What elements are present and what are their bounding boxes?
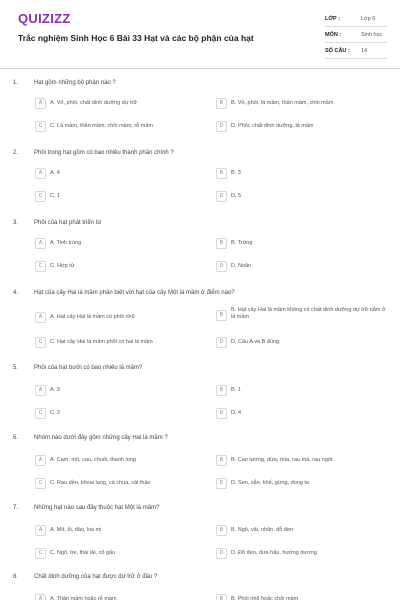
option-letter-box: B	[216, 310, 227, 321]
option-text: B. Phôi nhũ hoặc chồi mầm	[231, 596, 299, 600]
option-d[interactable]	[216, 336, 388, 351]
option-letter-box: C	[35, 337, 46, 348]
option-letter-box: D	[216, 121, 227, 132]
option-a[interactable]	[35, 311, 207, 326]
option-text: D. 5	[231, 193, 242, 199]
option-text: B. Trứng	[231, 240, 253, 246]
question-text: Chất dinh dưỡng của hạt được dự trữ ở đâu ?	[34, 574, 158, 580]
option-letter-box: C	[35, 548, 46, 559]
question-number: 7.	[13, 505, 19, 511]
option-letter-box: A	[35, 168, 46, 179]
option-a[interactable]	[35, 167, 207, 182]
question-number: 1.	[13, 80, 19, 86]
option-letter-box: D	[216, 337, 227, 348]
option-text: B. 1	[231, 387, 241, 393]
option-text: A. 4	[50, 170, 60, 176]
option-letter-box: A	[35, 455, 46, 466]
option-a[interactable]	[35, 454, 207, 469]
option-c[interactable]	[35, 190, 207, 205]
question-number: 4.	[13, 290, 19, 296]
option-text: C. Ngô, tre, thài lài, cỏ gấu	[50, 550, 116, 556]
option-letter-box: B	[216, 385, 227, 396]
option-letter-box: A	[35, 525, 46, 536]
question-text: Phôi trong hạt gồm có bao nhiêu thành phần chính ?	[34, 150, 174, 156]
option-d[interactable]	[216, 547, 388, 562]
question-number: 8.	[13, 574, 19, 580]
option-text: A. Tinh trùng	[50, 240, 82, 246]
option-letter-box: C	[35, 191, 46, 202]
option-letter-box: D	[216, 478, 227, 489]
option-letter-box: B	[216, 98, 227, 109]
option-a[interactable]	[35, 524, 207, 539]
option-letter-box: A	[35, 312, 46, 323]
question-text: Phôi của hạt phát triển từ	[34, 220, 102, 226]
option-c[interactable]	[35, 260, 207, 275]
option-letter-box: B	[216, 238, 227, 249]
option-letter-box: D	[216, 191, 227, 202]
option-text: B. 3	[231, 170, 241, 176]
question-number: 5.	[13, 365, 19, 371]
option-letter-box: A	[35, 238, 46, 249]
header-divider	[0, 68, 400, 69]
option-a[interactable]	[35, 97, 207, 112]
option-c[interactable]	[35, 120, 207, 135]
option-c[interactable]	[35, 547, 207, 562]
question-number: 3.	[13, 220, 19, 226]
meta-grade-label: LỚP :	[325, 16, 340, 22]
option-letter-box: B	[216, 594, 227, 600]
question-text: Hạt gồm những bộ phận nào ?	[34, 80, 116, 86]
option-d[interactable]	[216, 120, 388, 135]
question-text: Phôi của hạt bưởi có bao nhiêu lá mầm?	[34, 365, 143, 371]
option-letter-box: D	[216, 548, 227, 559]
option-c[interactable]	[35, 407, 207, 422]
option-d[interactable]	[216, 477, 388, 492]
option-text: D. Câu A và B đúng.	[231, 339, 281, 345]
option-text: D. Đỗ đen, dưa hấu, hướng dương	[231, 550, 317, 556]
meta-grade-value: Lớp 6	[361, 16, 376, 22]
option-text: C. Hạt cây Hai lá mầm phôi có hai lá mầm	[50, 339, 153, 345]
option-letter-box: A	[35, 385, 46, 396]
option-letter-box: C	[35, 261, 46, 272]
option-letter-box: D	[216, 261, 227, 272]
option-c[interactable]	[35, 477, 207, 492]
option-d[interactable]	[216, 407, 388, 422]
option-text: D. Sen, sắn, khế, gừng, dong ta	[231, 480, 309, 486]
option-b[interactable]	[216, 167, 388, 182]
question-text: Hạt của cây Hai lá mầm phân biệt với hạt của cây Một lá mầm ở điểm nào?	[34, 290, 235, 296]
meta-count-value: 14	[361, 48, 368, 54]
worksheet-title: Trắc nghiệm Sinh Học 6 Bài 33 Hạt và các bộ phận của hạt	[18, 33, 254, 43]
meta-divider	[325, 58, 387, 59]
question-number: 2.	[13, 150, 19, 156]
worksheet-header	[0, 0, 400, 68]
question-number: 6.	[13, 435, 19, 441]
option-d[interactable]	[216, 260, 388, 275]
option-c[interactable]	[35, 336, 207, 351]
option-text: B. Vỏ, phôi, lá mầm, thân mầm, chồi mầm	[231, 100, 334, 106]
option-letter-box: B	[216, 455, 227, 466]
option-letter-box: A	[35, 98, 46, 109]
option-text: A. Hạt cây Hai lá mầm có phôi nhũ	[50, 314, 135, 320]
option-text: D. Phôi, chất dinh dưỡng, lá mầm	[231, 123, 314, 129]
question-text: Những hạt nào sau đây thuộc hạt Một lá mầm?	[34, 505, 160, 511]
option-text: C. Lá mầm, thân mầm, chồi mầm, rễ mầm	[50, 123, 153, 129]
option-text: C. 1	[50, 193, 61, 199]
option-text: A. Thân mầm hoặc rễ mầm	[50, 596, 117, 600]
option-letter-box: C	[35, 478, 46, 489]
option-b[interactable]	[216, 384, 388, 399]
option-b[interactable]	[216, 237, 388, 252]
option-text: A. 3	[50, 387, 60, 393]
meta-divider	[325, 26, 387, 27]
question-text: Nhóm nào dưới đây gồm những cây Hai lá mầm ?	[34, 435, 168, 441]
option-letter-box: B	[216, 168, 227, 179]
meta-divider	[325, 42, 387, 43]
option-a[interactable]	[35, 384, 207, 399]
option-letter-box: B	[216, 525, 227, 536]
meta-count-label: SỐ CÂU :	[325, 48, 350, 54]
option-text: C. Rau dền, khoai lang, cà chua, cải thảo	[50, 480, 151, 486]
option-text: D. Noãn	[231, 263, 252, 269]
option-b[interactable]	[216, 593, 388, 600]
option-d[interactable]	[216, 190, 388, 205]
option-text: B. Ngô, vải, nhãn, đỗ đen	[231, 527, 294, 533]
option-b[interactable]	[216, 307, 388, 322]
option-b[interactable]	[216, 454, 388, 469]
option-text: C. 2	[50, 410, 61, 416]
option-letter-box: C	[35, 408, 46, 419]
option-letter-box: C	[35, 121, 46, 132]
option-text: A. Cam, mít, cau, chuối, thanh long	[50, 457, 136, 463]
meta-subject-label: MÔN :	[325, 32, 342, 38]
option-letter-box: D	[216, 408, 227, 419]
option-text: A. Vỏ, phôi, chất dinh dưỡng dự trữ	[50, 100, 138, 106]
quizizz-logo: QUIZIZZ	[18, 11, 71, 26]
option-b[interactable]	[216, 97, 388, 112]
option-text: B. Cao lương, dừa, mía, rau má, rau ngót	[231, 457, 333, 463]
option-text: B. Hạt cây Hai lá mầm không có chất dinh dưỡng dự trữ nằm ở lá mầm	[231, 307, 386, 320]
meta-subject-value: Sinh học	[361, 32, 383, 38]
option-letter-box: A	[35, 594, 46, 600]
option-a[interactable]	[35, 237, 207, 252]
option-text: A. Mít, ổi, đào, kia mi	[50, 527, 102, 533]
option-b[interactable]	[216, 524, 388, 539]
option-a[interactable]	[35, 593, 207, 600]
option-text: C. Hợp tử	[50, 263, 75, 269]
option-text: D. 4	[231, 410, 242, 416]
